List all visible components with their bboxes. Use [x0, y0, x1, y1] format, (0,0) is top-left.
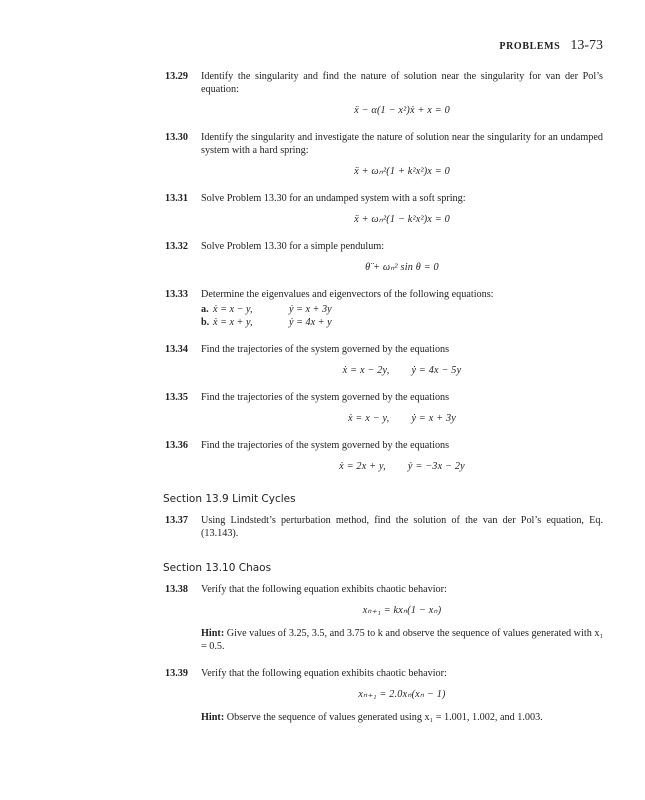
problem-number: 13.30: [165, 132, 188, 143]
equation-x: ẋ = 2x + y,: [339, 461, 386, 472]
hint-label: Hint:: [201, 628, 225, 639]
problem-number: 13.36: [165, 440, 188, 451]
problem-text: Find the trajectories of the system governed by the equations: [201, 440, 450, 451]
hint-text: Observe the sequence of values generated using x₁ = 1.001, 1.002, and 1.003.: [226, 712, 543, 723]
section-heading-chaos: Section 13.10 Chaos: [163, 562, 272, 574]
problem-13-38: [165, 583, 603, 653]
equation-pair: [201, 364, 603, 377]
equation-x: ẋ = x − 2y,: [342, 365, 390, 376]
part-label: a.: [201, 304, 209, 315]
problem-number: 13.35: [165, 392, 188, 403]
problem-number: 13.31: [165, 193, 188, 204]
equation-pair: [201, 460, 603, 473]
problem-13-33: [165, 288, 603, 329]
equation-x: ẋ = x − y,: [347, 413, 390, 424]
problem-number: 13.37: [165, 515, 188, 526]
part-equation-y: ẏ = x + 3y: [289, 304, 332, 315]
problem-text: Find the trajectories of the system governed by the equations: [201, 344, 450, 355]
problem-number: 13.29: [165, 71, 188, 82]
problem-13-34: [165, 343, 603, 377]
problem-13-30: [165, 131, 603, 178]
running-head-label: PROBLEMS: [499, 41, 561, 52]
problem-text: Solve Problem 13.30 for a simple pendulum:: [201, 241, 385, 252]
problem-text: Identify the singularity and find the nature of solution near the singularity for van der Pol’s equation:: [201, 71, 603, 95]
part-b: [201, 316, 603, 329]
problem-number: 13.32: [165, 241, 188, 252]
problem-number: 13.38: [165, 584, 188, 595]
problem-text: Verify that the following equation exhibits chaotic behavior:: [201, 668, 447, 679]
problem-13-31: [165, 192, 603, 226]
equation: ẍ + ωₙ²(1 + k²x²)x = 0: [354, 166, 450, 177]
problem-13-29: [165, 70, 603, 117]
equation-y: ẏ = 4x − 5y: [411, 365, 462, 376]
equation-y: ẏ = x + 3y: [411, 413, 457, 424]
section-heading-limit-cycles: Section 13.9 Limit Cycles: [163, 493, 296, 505]
equation: xₙ₊₁ = kxₙ(1 − xₙ): [362, 605, 442, 616]
hint-text: Give values of 3.25, 3.5, and 3.75 to k and observe the sequence of values generated with x₁ = 0.5.: [201, 628, 604, 652]
hint-label: Hint:: [201, 712, 225, 723]
part-equation-y: ẏ = 4x + y: [289, 317, 332, 328]
problem-text: Find the trajectories of the system governed by the equations: [201, 392, 450, 403]
page-number: 13-73: [570, 38, 603, 53]
problem-text: Verify that the following equation exhibits chaotic behavior:: [201, 584, 447, 595]
equation-pair: [201, 412, 603, 425]
problem-parts: [201, 303, 603, 329]
hint: [201, 627, 603, 653]
problem-13-35: [165, 391, 603, 425]
equation: ẍ + ωₙ²(1 − k²x²)x = 0: [354, 214, 450, 225]
part-equation-x: ẋ = x + y,: [213, 317, 253, 328]
problem-13-37: [165, 514, 603, 540]
part-label: b.: [201, 317, 210, 328]
problem-text: Identify the singularity and investigate the nature of solution near the singularity for an undamped system with a hard spring:: [201, 132, 603, 156]
equation-y: ẏ = −3x − 2y: [407, 461, 465, 472]
part-equation-x: ẋ = x − y,: [213, 304, 253, 315]
problem-text: Using Lindstedt’s perturbation method, find the solution of the van der Pol’s equation, Eq. (13.143).: [201, 515, 603, 539]
running-head: [499, 38, 603, 54]
problem-13-32: [165, 240, 603, 274]
equation: θ̈ + ωₙ² sin θ = 0: [365, 262, 439, 273]
problem-number: 13.34: [165, 344, 188, 355]
problems-list: [165, 70, 603, 738]
equation: xₙ₊₁ = 2.0xₙ(xₙ − 1): [358, 689, 446, 700]
problem-number: 13.33: [165, 289, 188, 300]
problem-13-36: [165, 439, 603, 473]
part-a: [201, 303, 603, 316]
hint: [201, 711, 603, 724]
equation: ẍ − α(1 − x²)ẋ + x = 0: [354, 105, 450, 116]
problem-text: Determine the eigenvalues and eigenvectors of the following equations:: [201, 289, 494, 300]
problem-13-39: [165, 667, 603, 724]
problem-text: Solve Problem 13.30 for an undamped system with a soft spring:: [201, 193, 466, 204]
problem-number: 13.39: [165, 668, 188, 679]
